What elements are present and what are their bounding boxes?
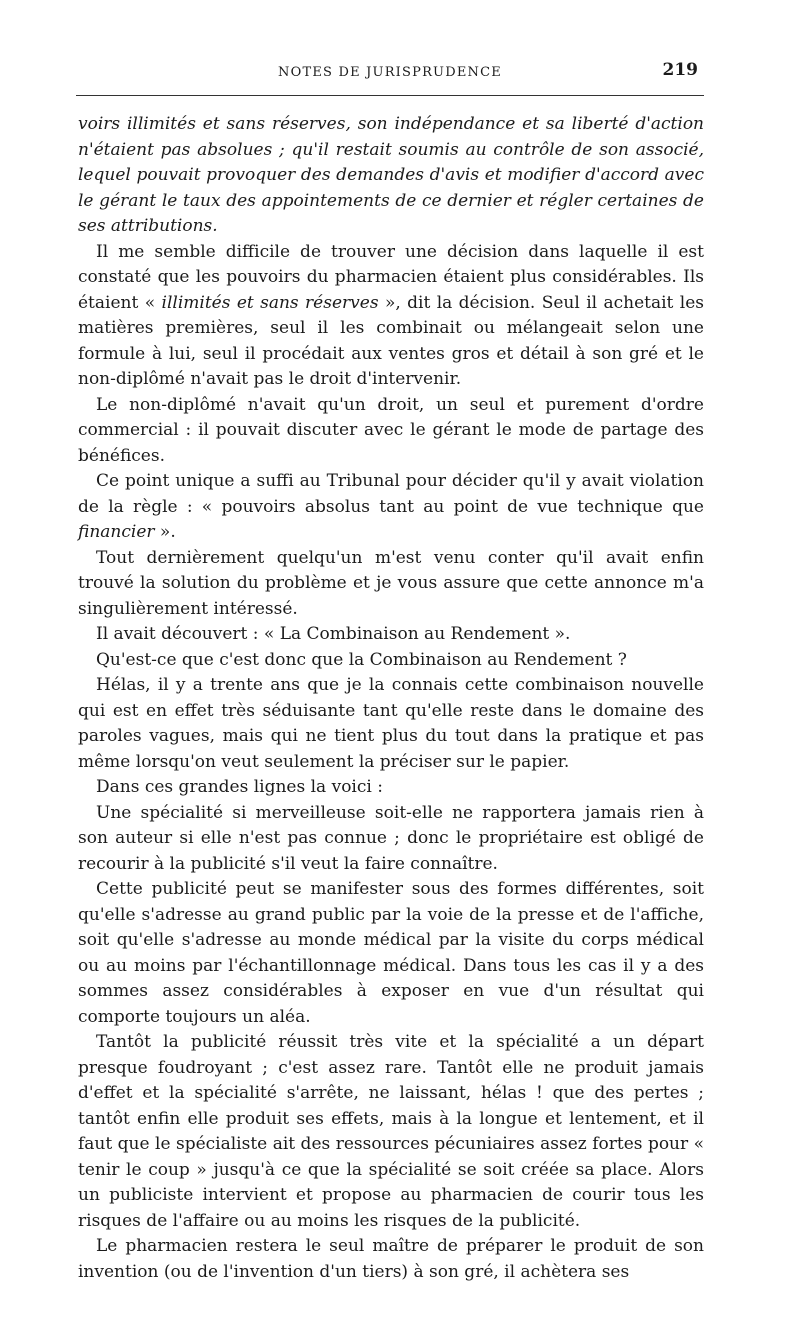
italic-word: financier bbox=[78, 522, 155, 542]
page-header bbox=[76, 58, 704, 88]
text-run: », dit la décision. Seul il achetait les matières premières, seul il les combinait ou mélangeait selon une formule à lui, seul il procédait aux ventes gros et détail à son gré et le non-diplômé n'avait pas le droit d'intervenir. bbox=[78, 292, 705, 389]
page-number: 219 bbox=[662, 60, 698, 80]
italic-quote: illimités et sans réserves bbox=[161, 292, 379, 313]
paragraph: Dans ces grandes lignes la voici : bbox=[96, 777, 383, 797]
paragraph: Le pharmacien restera le seul maître de préparer le produit de son invention (ou de l'invention d'un tiers) à son gré, il achètera ses bbox=[78, 1236, 704, 1282]
text-run: Il me semble difficile de trouver une décision dans laquelle il est constaté que les pouvoirs du pharmacien étaient plus considérables. Ils étaient « bbox=[78, 241, 704, 313]
text-run: Ce point unique a suffi au Tribunal pour décider qu'il y avait violation de la règle : « pouvoirs absolus tant au point de vue technique que bbox=[78, 471, 704, 517]
paragraph: Une spécialité si merveilleuse soit-elle ne rapportera jamais rien à son auteur si elle n'est pas connue ; donc le propriétaire est obligé de recourir à la publicité s'il veut la faire connaître. bbox=[78, 802, 704, 874]
paragraph: Il avait découvert : « La Combinaison au Rendement ». bbox=[96, 624, 571, 644]
text-run: ». bbox=[154, 522, 176, 542]
paragraph: Tout dernièrement quelqu'un m'est venu conter qu'il avait enfin trouvé la solution du problème et je vous assure que cette annonce m'a singulièrement intéressé. bbox=[78, 547, 704, 619]
paragraph: Qu'est-ce que c'est donc que la Combinaison au Rendement ? bbox=[96, 649, 627, 670]
paragraph bbox=[78, 469, 704, 546]
paragraph: Hélas, il y a trente ans que je la connais cette combinaison nouvelle qui est en effet très séduisante tant qu'elle reste dans le domaine des paroles vagues, mais qui ne tient plus du tout dans la pratique et pas même lorsqu'on veut seulement la préciser sur le papier. bbox=[78, 675, 704, 772]
paragraph bbox=[78, 240, 704, 393]
header-rule bbox=[76, 95, 704, 96]
paragraph: Cette publicité peut se manifester sous des formes différentes, soit qu'elle s'adresse au grand public par la voie de la presse et de l'affiche, soit qu'elle s'adresse au monde médical par la visite du corps médical ou au moins par l'échantillonnage médical. Dans tous les cas il y a des sommes assez considérables à exposer en vue d'un résultat qui comporte toujours un aléa. bbox=[78, 879, 704, 1027]
paragraph-continued-quote: voirs illimités et sans réserves, son indépendance et sa liberté d'action n'étaient pas absolues ; qu'il restait soumis au contrôle de son associé, lequel pouvait provoquer des demandes d'avis et modifier d'accord avec le gérant le taux des appointements de ce dernier et régler certaines de ses attributions. bbox=[78, 114, 704, 236]
running-title: NOTES DE JURISPRUDENCE bbox=[278, 65, 502, 80]
page-body bbox=[78, 112, 704, 1285]
paragraph: Le non-diplômé n'avait qu'un droit, un seul et purement d'ordre commercial : il pouvait discuter avec le gérant le mode de partage des bénéfices. bbox=[78, 394, 704, 466]
paragraph: Tantôt la publicité réussit très vite et la spécialité a un départ presque foudroyant ; c'est assez rare. Tantôt elle ne produit jamais d'effet et la spécialité s'arrête, ne laissant, hélas ! que des pertes ; tantôt enfin elle produit ses effets, mais à la longue et lentement, et il faut que le spécialiste ait des ressources pécuniaires assez fortes pour « tenir le coup » jusqu'à ce que la spécialité se soit créée sa place. Alors un publiciste intervient et propose au pharmacien de courir tous les risques de l'affaire ou au moins les risques de la publicité. bbox=[78, 1032, 704, 1231]
